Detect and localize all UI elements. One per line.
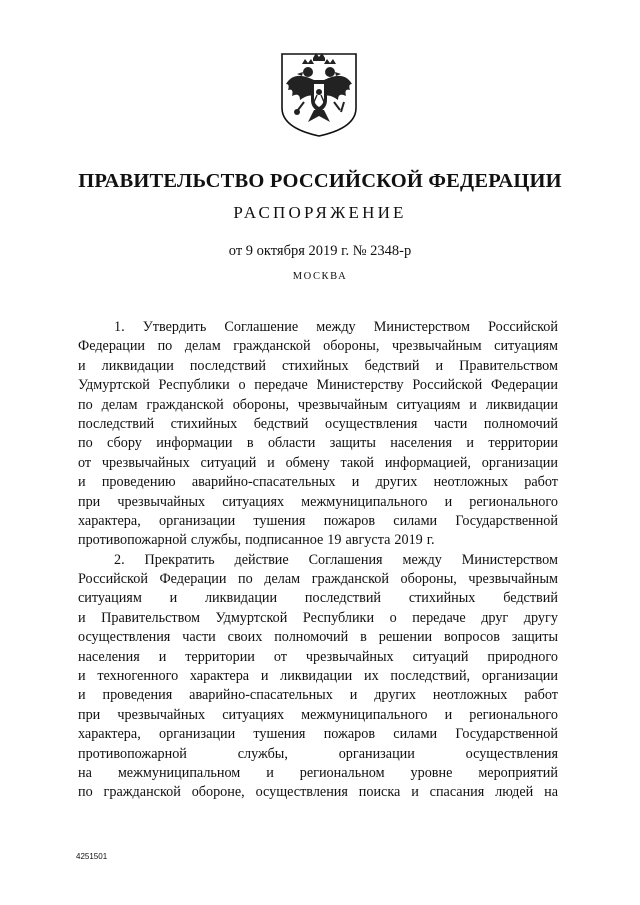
body-line: при чрезвычайных ситуациях межмуниципального и регионального [78, 706, 558, 723]
document-code: 4251501 [76, 852, 108, 861]
document-date-number: от 9 октября 2019 г. № 2348-р [228, 243, 412, 259]
body-line: последствий стихийных бедствий осуществления части полномочий [78, 415, 558, 432]
body-line: Российской Федерации по делам гражданской обороны, чрезвычайным [78, 571, 558, 588]
body-line: и проведения аварийно-спасательных и других неотложных работ [78, 687, 558, 704]
body-line: на межмуниципальном и региональном уровне мероприятий [78, 764, 558, 781]
body-line: и техногенного характера и ликвидации их последствий, организации [78, 668, 558, 685]
document-city: МОСКВА [292, 271, 348, 282]
body-line: характера, организации тушения пожаров силами Государственной [78, 512, 558, 529]
body-line: противопожарной службы, подписанное 19 августа 2019 г. [78, 532, 435, 549]
body-line: по сбору информации в области защиты населения и территории [78, 435, 558, 452]
body-line: и Правительством Удмуртской Республики о передаче друг другу [78, 609, 558, 626]
body-line: ситуациям и ликвидации последствий стихийных бедствий [78, 590, 558, 607]
body-line: 2. Прекратить действие Соглашения между Министерством [114, 551, 558, 568]
body-line: и ликвидации последствий стихийных бедствий и Правительством [78, 357, 558, 374]
body-line: по гражданской обороне, осуществления поиска и спасания людей на [78, 784, 558, 801]
body-line: по делам гражданской обороны, чрезвычайным ситуациям и ликвидации [78, 396, 558, 413]
russian-coat-of-arms-icon [274, 50, 364, 138]
body-line: от чрезвычайных ситуаций и обмену такой информацией, организации [78, 454, 558, 471]
document-type: РАСПОРЯЖЕНИЕ [233, 203, 407, 222]
body-line: Федерации по делам гражданской обороны, чрезвычайным ситуациям [78, 338, 558, 355]
body-line: населения и территории от чрезвычайных ситуаций природного [78, 648, 558, 665]
body-line: осуществления части своих полномочий в решении вопросов защиты [78, 629, 558, 646]
document-body [78, 318, 558, 803]
body-line: при чрезвычайных ситуациях межмуниципального и регионального [78, 493, 558, 510]
page-title: ПРАВИТЕЛЬСТВО РОССИЙСКОЙ ФЕДЕРАЦИИ [78, 170, 562, 192]
body-line: и проведению аварийно-спасательных и других неотложных работ [78, 474, 558, 491]
body-line: противопожарной службы, организации осуществления [78, 745, 558, 762]
body-line: Удмуртской Республики о передаче Министерству Российской Федерации [78, 377, 558, 394]
body-line: характера, организации тушения пожаров силами Государственной [78, 726, 558, 743]
body-line: 1. Утвердить Соглашение между Министерством Российской [114, 319, 558, 335]
